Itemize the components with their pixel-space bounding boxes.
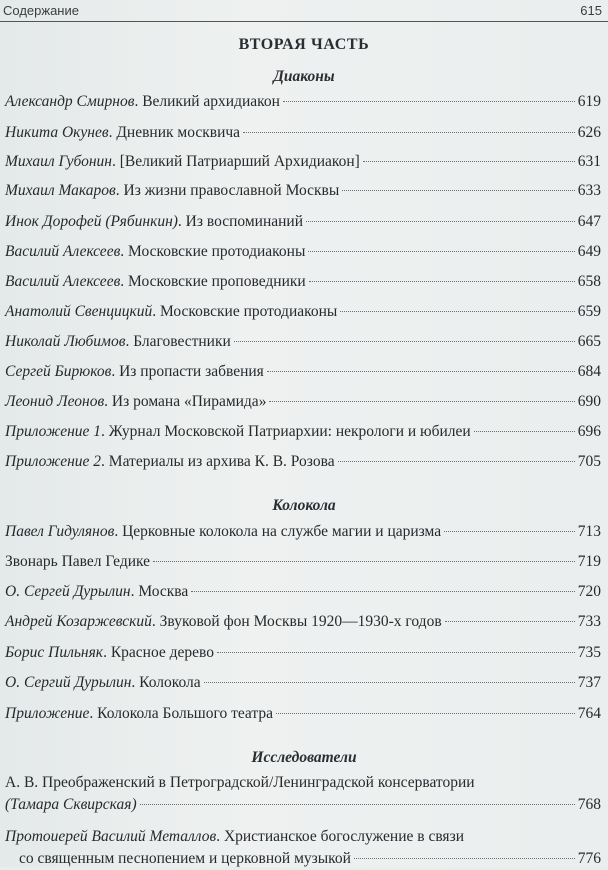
entry-author: Приложение 1 bbox=[5, 423, 102, 440]
toc-entry[interactable]: Инок Дорофей (Рябинкин) . Из воспоминаний 647 bbox=[5, 211, 601, 233]
dot-leader bbox=[276, 713, 575, 714]
entry-page: 633 bbox=[577, 182, 601, 199]
entry-page: 684 bbox=[577, 363, 601, 380]
entry-page: 705 bbox=[577, 453, 601, 470]
entry-author: Приложение 2 bbox=[5, 453, 102, 470]
dot-leader bbox=[234, 341, 575, 342]
toc-entry[interactable]: Никита Окунев . Дневник москвича 626 bbox=[5, 122, 601, 144]
entry-author: Борис Пильняк bbox=[5, 644, 104, 661]
entry-title: Колокола Большого театра bbox=[97, 705, 273, 722]
dot-leader bbox=[474, 431, 575, 432]
entry-author: Леонид Леонов bbox=[5, 393, 105, 410]
dot-leader bbox=[204, 682, 575, 683]
entry-title: Из воспоминаний bbox=[185, 213, 304, 230]
entry-title: Московские проповедники bbox=[128, 273, 306, 290]
toc-entry[interactable]: Протоиерей Василий Металлов. Христианское богослужение в связи со священным песнопением и церковной музыкой 776 bbox=[5, 826, 601, 870]
toc-entry[interactable]: Приложение . Колокола Большого театра 764 bbox=[5, 703, 601, 725]
dot-leader bbox=[140, 804, 575, 805]
toc-entry[interactable] bbox=[5, 772, 601, 816]
entry-page: 658 bbox=[577, 273, 601, 290]
section-title-researchers: Исследователи bbox=[251, 749, 357, 766]
entry-page: 665 bbox=[577, 333, 601, 350]
entry-author: Василий Алексеев bbox=[5, 243, 121, 260]
dot-leader bbox=[340, 311, 574, 312]
entry-title: Звонарь Павел Гедике bbox=[5, 553, 151, 570]
section-title-bells: Колокола bbox=[272, 497, 336, 514]
entry-title: Дневник москвича bbox=[116, 124, 241, 141]
dot-leader bbox=[267, 371, 575, 372]
entry-title-line2: со священным песнопением и церковной музыкой bbox=[19, 850, 351, 867]
toc-entry[interactable]: Леонид Леонов . Из романа «Пирамида» 690 bbox=[5, 391, 601, 413]
entry-author: Протоиерей Василий Металлов bbox=[5, 828, 217, 845]
dot-leader bbox=[217, 652, 575, 653]
toc-entry[interactable]: Василий Алексеев . Московские протодиаконы 649 bbox=[5, 241, 601, 263]
entry-author: Павел Гидулянов bbox=[5, 523, 115, 540]
entry-author: Андрей Козаржевский bbox=[5, 613, 152, 630]
toc-entry[interactable]: Борис Пильняк . Красное дерево 735 bbox=[5, 642, 601, 664]
entry-title: Из жизни православной Москвы bbox=[123, 182, 340, 199]
entry-author: Михаил Макаров bbox=[5, 182, 116, 199]
toc-entry[interactable]: Приложение 1 . Журнал Московской Патриархии: некрологи и юбилеи 696 bbox=[5, 421, 601, 443]
entry-title: Из романа «Пирамида» bbox=[111, 393, 267, 410]
toc-entry[interactable]: Павел Гидулянов . Церковные колокола на службе магии и царизма 713 bbox=[5, 521, 601, 543]
entry-title: Москва bbox=[138, 583, 189, 600]
entry-title-line2: (Тамара Сквирская) bbox=[5, 796, 137, 813]
dot-leader bbox=[338, 461, 575, 462]
entry-page: 659 bbox=[577, 303, 601, 320]
entry-title: Московские протодиаконы bbox=[160, 303, 338, 320]
entry-title: Благовестники bbox=[133, 333, 231, 350]
entry-page: 764 bbox=[577, 705, 601, 722]
toc-entry[interactable]: Андрей Козаржевский . Звуковой фон Москвы 1920—1930-х годов 733 bbox=[5, 611, 601, 633]
toc-entry[interactable]: Сергей Бирюков . Из пропасти забвения 684 bbox=[5, 361, 601, 383]
entry-page: 737 bbox=[577, 674, 601, 691]
entry-author: Сергей Бирюков bbox=[5, 363, 112, 380]
entry-page: 768 bbox=[577, 796, 601, 813]
entry-page: 619 bbox=[577, 93, 601, 110]
entry-page: 647 bbox=[577, 213, 601, 230]
entry-title: Московские протодиаконы bbox=[128, 243, 306, 260]
dot-leader bbox=[354, 858, 575, 859]
entry-title: [Великий Патриарший Архидиакон] bbox=[119, 153, 360, 170]
toc-entry[interactable]: О. Сергий Дурылин . Колокола 737 bbox=[5, 672, 601, 694]
dot-leader bbox=[445, 621, 575, 622]
running-head-page-number: 615 bbox=[580, 3, 602, 18]
entry-author: Никита Окунев bbox=[5, 124, 109, 141]
entry-author: О. Сергей Дурылин bbox=[5, 583, 131, 600]
entry-author: Приложение bbox=[5, 705, 90, 722]
dot-leader bbox=[283, 101, 575, 102]
section-title-deacons: Диаконы bbox=[273, 68, 335, 85]
entry-title-line1: А. В. Преображенский в Петроградской/Ленинградской консерватории bbox=[5, 774, 475, 791]
entry-page: 631 bbox=[577, 153, 601, 170]
toc-entry[interactable]: Приложение 2 . Материалы из архива К. В. Розова 705 bbox=[5, 451, 601, 473]
entry-page: 649 bbox=[577, 243, 601, 260]
dot-leader bbox=[308, 251, 574, 252]
toc-entry[interactable]: Анатолий Свенцицкий . Московские протодиаконы 659 bbox=[5, 301, 601, 323]
entry-page: 690 bbox=[577, 393, 601, 410]
toc-entry[interactable]: Василий Алексеев . Московские проповедники 658 bbox=[5, 271, 601, 293]
dot-leader bbox=[269, 401, 574, 402]
entry-title: Колокола bbox=[139, 674, 201, 691]
toc-entry[interactable]: О. Сергей Дурылин . Москва 720 bbox=[5, 581, 601, 603]
entry-page: 720 bbox=[577, 583, 601, 600]
dot-leader bbox=[342, 190, 574, 191]
entry-title: Журнал Московской Патриархии: некрологи и юбилеи bbox=[108, 423, 471, 440]
dot-leader bbox=[444, 531, 575, 532]
running-head-title: Содержание bbox=[3, 3, 79, 18]
dot-leader bbox=[153, 561, 575, 562]
dot-leader bbox=[309, 281, 575, 282]
entry-author: Инок Дорофей (Рябинкин) bbox=[5, 213, 178, 230]
toc-entry[interactable]: Александр Смирнов . Великий архидиакон 619 bbox=[5, 91, 601, 113]
entry-page: 696 bbox=[577, 423, 601, 440]
dot-leader bbox=[243, 132, 575, 133]
toc-entry[interactable] bbox=[5, 551, 601, 573]
entry-author: О. Сергий Дурылин bbox=[5, 674, 132, 691]
toc-entry[interactable]: Михаил Губонин . [Великий Патриарший Архидиакон] 631 bbox=[5, 151, 601, 173]
dot-leader bbox=[363, 161, 575, 162]
entry-page: 735 bbox=[577, 644, 601, 661]
dot-leader bbox=[306, 221, 575, 222]
part-title: ВТОРАЯ ЧАСТЬ bbox=[238, 36, 370, 53]
entry-author: Михаил Губонин bbox=[5, 153, 112, 170]
entry-page: 733 bbox=[577, 613, 601, 630]
entry-title: Материалы из архива К. В. Розова bbox=[108, 453, 335, 470]
header-rule bbox=[0, 21, 608, 22]
toc-entry[interactable]: Михаил Макаров . Из жизни православной Москвы 633 bbox=[5, 180, 601, 202]
entry-page: 713 bbox=[577, 523, 601, 540]
entry-title: Красное дерево bbox=[110, 644, 215, 661]
entry-author: Василий Алексеев bbox=[5, 273, 121, 290]
running-head bbox=[0, 0, 608, 22]
entry-title-line1: Христианское богослужение в связи bbox=[223, 828, 464, 845]
entry-title: Церковные колокола на службе магии и царизма bbox=[122, 523, 442, 540]
toc-entry[interactable]: Николай Любимов . Благовестники 665 bbox=[5, 331, 601, 353]
entry-author: Николай Любимов bbox=[5, 333, 126, 350]
dot-leader bbox=[191, 591, 575, 592]
entry-author: Александр Смирнов bbox=[5, 93, 135, 110]
entry-title: Звуковой фон Москвы 1920—1930-х годов bbox=[159, 613, 442, 630]
entry-title: Великий архидиакон bbox=[142, 93, 280, 110]
entry-page: 719 bbox=[577, 553, 601, 570]
entry-title: Из пропасти забвения bbox=[119, 363, 264, 380]
entry-author: Анатолий Свенцицкий bbox=[5, 303, 153, 320]
entry-page: 626 bbox=[577, 124, 601, 141]
entry-page: 776 bbox=[577, 850, 601, 867]
